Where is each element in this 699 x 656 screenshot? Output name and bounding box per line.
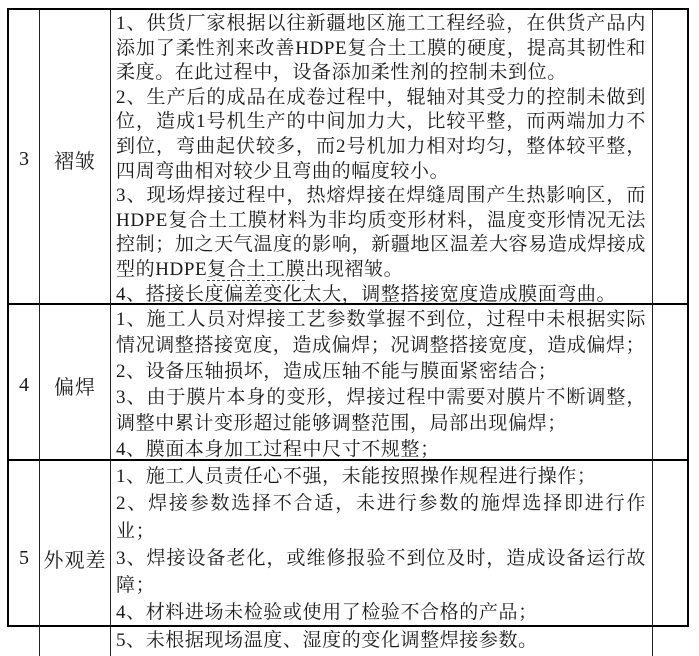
cause-item: 1、施工人员责任心不强，未能按照操作规程进行操作；	[116, 466, 597, 487]
defect-name-cell	[40, 461, 111, 656]
defect-causes-table	[7, 8, 689, 651]
row-number: 5	[19, 547, 29, 570]
table-row	[9, 10, 687, 303]
defect-name-cell	[40, 305, 111, 465]
defect-name-cell	[40, 10, 111, 309]
cause-item: 3、焊接设备老化，或维修报验不到位及时，造成设备运行故障；	[116, 547, 646, 597]
cause-item: 2、设备压轴损坏，造成压轴不能与膜面紧密结合；	[116, 361, 558, 382]
row-number: 3	[19, 148, 29, 171]
cause-item: 1、供货厂家根据以往新疆地区施工工程经验，在供货产品内添加了柔性剂来改善HDPE复合土工膜的硬度，提高其韧性和柔度。在此过程中，设备添加柔性剂的控制未到位。	[116, 13, 646, 84]
causes-cell	[111, 461, 653, 656]
defect-name: 偏焊	[54, 376, 96, 399]
empty-cell	[653, 461, 687, 656]
table-row	[9, 303, 687, 459]
cause-item: 4、膜面本身加工过程中尺寸不规整；	[116, 439, 440, 460]
causes-cell	[111, 10, 653, 309]
defect-name: 褶皱	[54, 151, 96, 174]
cause-item: 5、未根据现场温度、湿度的变化调整焊接参数。	[116, 629, 538, 651]
cause-item: 2、生产后的成品在成卷过程中，辊轴对其受力的控制未做到位，造成1号机生产的中间加力大，比较平整，而两端加力不到位，弯曲起伏较多，而2号机加力相对均匀，整体较平整，四周弯曲相对较少且弯曲的幅度较小。	[116, 86, 646, 182]
cause-item	[116, 184, 646, 282]
cause-item: 1、施工人员对焊接工艺参数掌握不到位，过程中未根据实际情况调整搭接宽度，造成偏焊；况调整搭接宽度，造成偏焊；	[116, 309, 646, 356]
row-number-cell	[9, 305, 40, 465]
row-number-cell	[9, 461, 40, 656]
causes-cell	[111, 305, 653, 465]
cause-item: 3、由于膜片本身的变形，焊接过程中需要对膜片不断调整，调整中累计变形超过能够调整范围，局部出现偏焊；	[116, 387, 646, 434]
cause-item: 2、焊接参数选择不合适，未进行参数的施焊选择即进行作业；	[116, 493, 646, 542]
empty-cell	[653, 305, 687, 465]
empty-cell	[653, 10, 687, 309]
cause-text-segment: 出现褶皱。	[305, 258, 404, 280]
cause-item: 4、材料进场未检验或使用了检验不合格的产品；	[116, 602, 538, 624]
defect-name: 外观差	[43, 550, 107, 573]
table-row	[9, 459, 687, 651]
row-number-cell	[9, 10, 40, 309]
row-number: 4	[19, 373, 29, 396]
cause-text-segment: 3、现场焊接过程中，热熔焊接在焊缝周围产生热影响区，而HDPE复合土工膜材料为非均质变形材料，温度变形情况无法控制；加之天气温度的影响，新疆地区温差大容易造成焊接成型的HDPE	[116, 185, 646, 280]
underlined-text-segment: 复合土工膜	[207, 258, 306, 280]
cause-item: 4、搭接长度偏差变化太大，调整搭接宽度造成膜面弯曲。	[116, 283, 617, 305]
